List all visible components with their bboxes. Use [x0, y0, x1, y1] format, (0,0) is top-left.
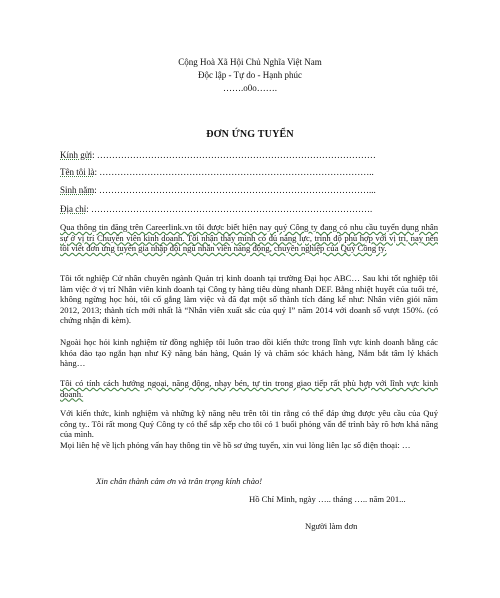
paragraph-education: Tôi tốt nghiệp Cử nhân chuyên ngành Quản trị kinh doanh tại trường Đại học ABC… Sau khi tốt nghiệp tôi làm việc ở vị trí Nhân viên kinh doanh tại Công ty hàng tiêu dùng nhanh DEF. Bằng nhiệt huyết của tuổi trẻ, không ngừng học hỏi, tôi cố gắng làm việc và đã đạt một số thành tích đáng kể như: Nhân viên giỏi năm 2012, 2013; thành tích mới nhất là “Nhân viên xuất sắc của quý I” năm 2014 với doanh số vượt 150%. (có chứng nhận đi kèm). [60, 273, 438, 326]
field-name-dots: : ……………………………………………………………………………….. [94, 167, 374, 177]
field-address-label: Địa chỉ [60, 204, 87, 214]
paragraph-request: Với kiến thức, kinh nghiệm và những kỹ năng nêu trên tôi tin rằng có thể đáp ứng được yêu cầu của Quý công ty.. Tôi rất mong Quý Công ty có thể sắp xếp cho tôi có 1 buổi phỏng vấn để trình bày rõ hơn khả năng của mình. [60, 408, 438, 440]
field-birth-year-dots: : ………………………………………………………………………………... [94, 185, 376, 195]
document-title: ĐƠN ỨNG TUYỂN [206, 129, 294, 140]
date-line: Hồ Chí Minh, ngày ….. tháng ….. năm 201... [249, 494, 406, 504]
field-address [60, 203, 372, 215]
field-recipient-dots: : ………………………………………………………………………………… [92, 150, 376, 160]
field-name-label: Tên tôi là [60, 167, 95, 177]
paragraph-intro: Qua thông tin đăng trên Careerlink.vn tôi được biết hiện nay quý Công ty đang có nhu cầu tuyển dụng nhân sự ở vị trí Chuyên viên kinh doanh. Tôi nhận thấy mình có đủ năng lực, trình độ phù hợp với vị trí, nay nên tôi viết đơn ứng tuyển gia nhập đội ngũ nhân viên năng động, chuyên nghiệp của Quý Công ty. [60, 222, 438, 254]
motto-heading: Độc lập - Tự do - Hạnh phúc [198, 70, 302, 80]
country-heading: Cộng Hoà Xã Hội Chủ Nghĩa Việt Nam [178, 57, 322, 67]
paragraph-contact: Mọi liên hệ về lịch phỏng vấn hay thông tin về hồ sơ ứng tuyển, xin vui lòng liên lạc số điện thoại: … [60, 440, 411, 450]
field-recipient-label: Kính gửi [60, 150, 93, 160]
separator: …….o0o……. [223, 83, 277, 93]
field-recipient [60, 149, 376, 161]
field-birth-year [60, 184, 376, 196]
field-birth-year-label: Sinh năm [60, 185, 95, 195]
signature-label: Người làm đơn [305, 521, 358, 531]
closing-greeting: Xin chân thành cảm ơn và trân trọng kính chào! [96, 476, 263, 486]
paragraph-training: Ngoài học hỏi kinh nghiệm từ đồng nghiệp tôi luôn trao dồi kiến thức trong lĩnh vực kinh doanh bằng các khóa đào tạo ngắn hạn như Kỹ năng bán hàng, Quản lý và chăm sóc khách hàng, Nắm bắt tâm lý khách hàng… [60, 337, 438, 369]
field-address-dots: : …………………………………………………………………………………. [86, 204, 373, 214]
field-name [60, 166, 374, 178]
paragraph-personality: Tôi có tính cách hướng ngoại, năng động, nhạy bén, tự tin trong giao tiếp rất phù hợp với lĩnh vực kinh doanh. [60, 378, 438, 399]
